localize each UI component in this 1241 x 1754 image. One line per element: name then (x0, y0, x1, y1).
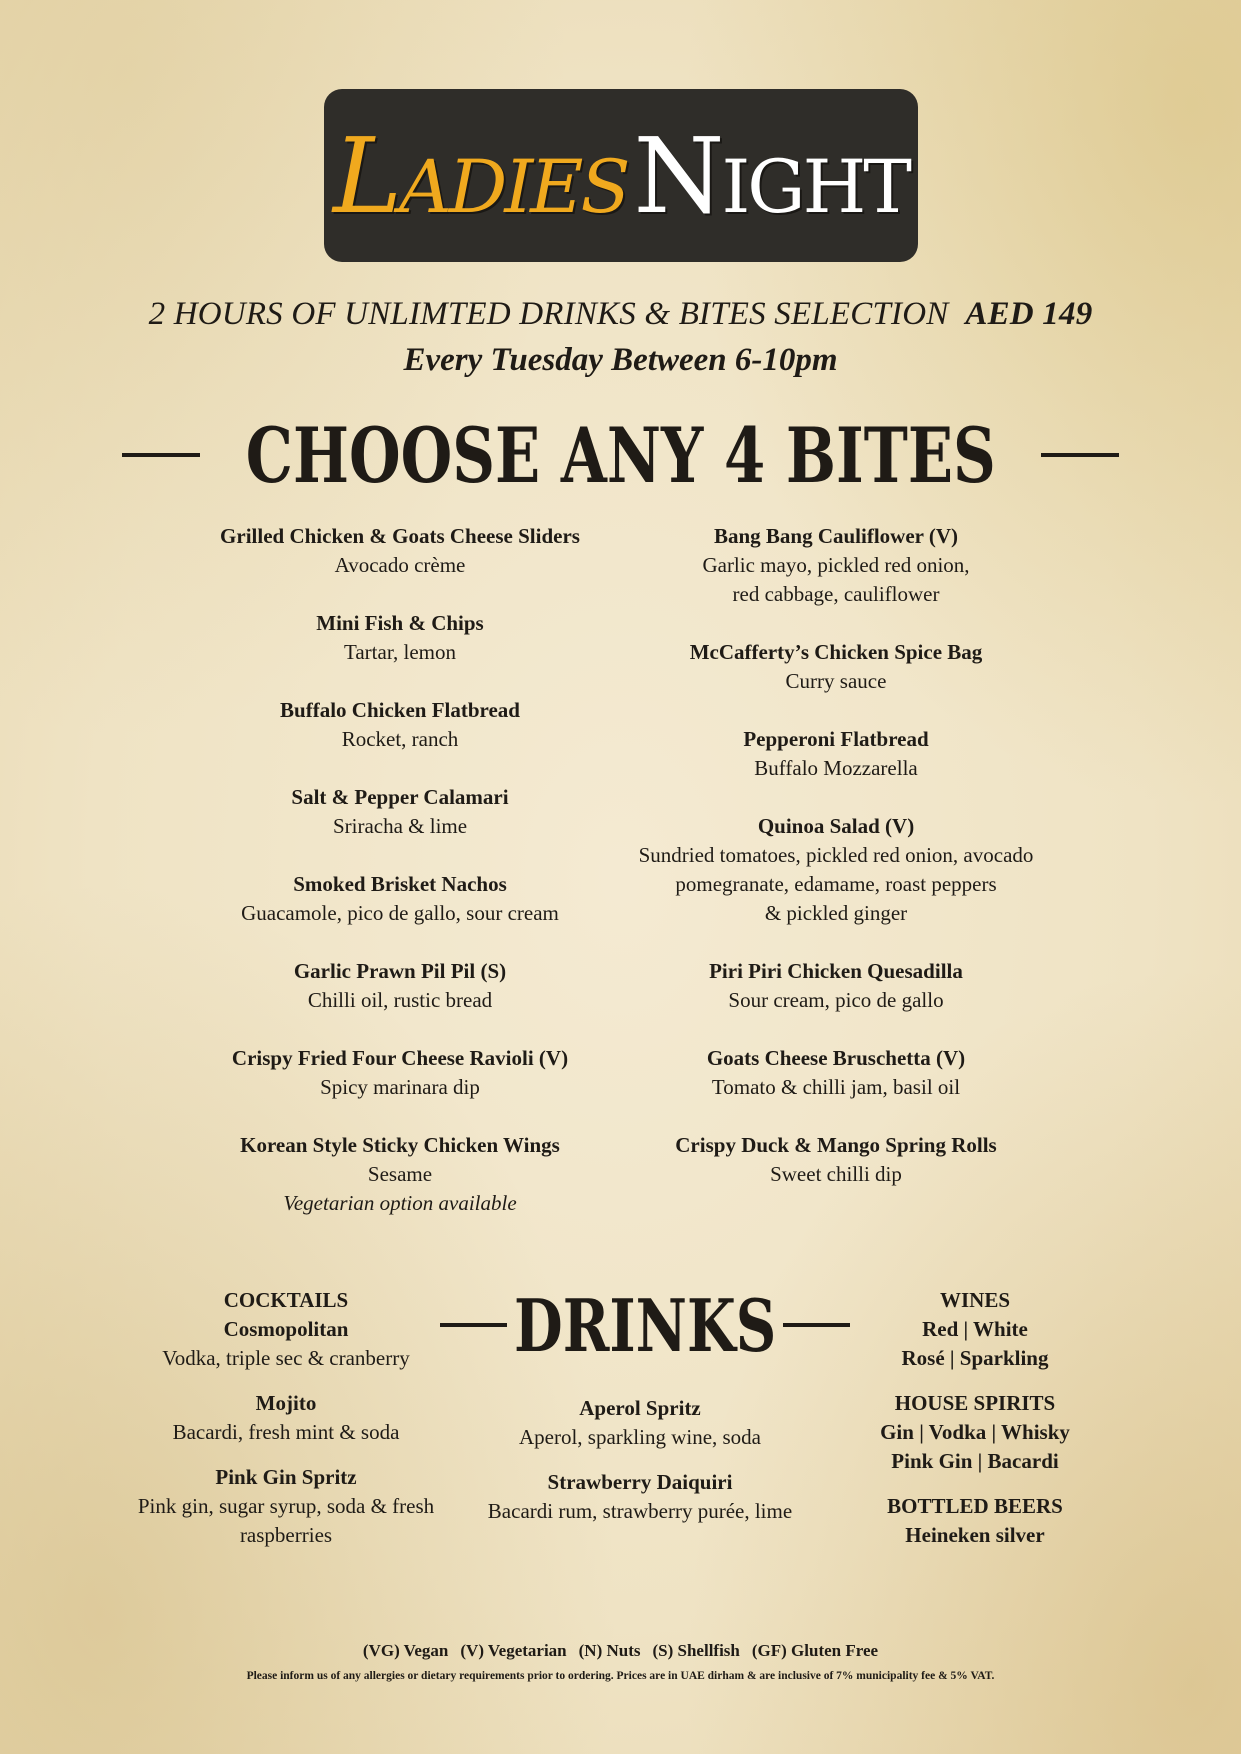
menu-item-name: Salt & Pepper Calamari (291, 785, 509, 809)
logo-word-night: Night (633, 114, 909, 237)
drink-name: Strawberry Daiquiri (547, 1470, 733, 1494)
title-rule-left (122, 453, 200, 457)
menu-item-name: Grilled Chicken & Goats Cheese Sliders (220, 524, 580, 548)
drinks-right-column (855, 1286, 1095, 1566)
menu-item-name: Smoked Brisket Nachos (293, 872, 507, 896)
menu-item (616, 957, 1056, 1015)
schedule-line: Every Tuesday Between 6-10pm (403, 342, 838, 378)
menu-item-desc: Garlic mayo, pickled red onion, (702, 553, 970, 577)
menu-item (616, 725, 1056, 783)
menu-item (180, 696, 620, 754)
drink-item (110, 1315, 462, 1373)
menu-item-name: Garlic Prawn Pil Pil (S) (293, 959, 507, 983)
legend-item: (V) Vegetarian (460, 1641, 567, 1660)
drink-item (110, 1463, 462, 1550)
menu-item-desc: Sesame (367, 1162, 433, 1186)
menu-item (180, 870, 620, 928)
bites-title-text: CHOOSE ANY 4 BITES (245, 410, 996, 500)
menu-item-desc: Sundried tomatoes, pickled red onion, avocado (638, 843, 1034, 867)
cocktails-heading: COCKTAILS (223, 1288, 349, 1312)
menu-item-note: Vegetarian option available (283, 1191, 517, 1215)
menu-item-desc: & pickled ginger (764, 901, 908, 925)
drink-name: Aperol Spritz (579, 1396, 701, 1420)
menu-item-desc: Tartar, lemon (344, 640, 456, 664)
drink-group-heading: BOTTLED BEERS (887, 1494, 1063, 1518)
menu-item (616, 1044, 1056, 1102)
drink-desc: Bacardi rum, strawberry purée, lime (487, 1499, 793, 1523)
drinks-rule-right (783, 1323, 850, 1327)
bites-left-column (180, 522, 620, 1247)
drink-group-line: Heineken silver (905, 1523, 1045, 1547)
drink-group (855, 1389, 1095, 1476)
drink-desc: Vodka, triple sec & cranberry (162, 1346, 410, 1370)
menu-item-desc: Buffalo Mozzarella (754, 756, 918, 780)
dietary-legend (0, 1641, 1241, 1661)
drink-name: Cosmopolitan (223, 1317, 349, 1341)
menu-item (180, 609, 620, 667)
cocktails-column (110, 1286, 462, 1566)
menu-item-desc: Sour cream, pico de gallo (728, 988, 944, 1012)
drink-item (460, 1394, 820, 1452)
menu-item-desc: Tomato & chilli jam, basil oil (711, 1075, 961, 1099)
menu-item (616, 812, 1056, 928)
drink-group-line: Red | White (922, 1317, 1028, 1341)
drinks-title (440, 1282, 850, 1368)
menu-item-name: Crispy Duck & Mango Spring Rolls (675, 1133, 997, 1157)
menu-item-desc: pomegranate, edamame, roast peppers (675, 872, 997, 896)
bites-right-column (616, 522, 1056, 1218)
offer-price: AED 149 (965, 296, 1093, 332)
menu-item-desc: Rocket, ranch (341, 727, 459, 751)
menu-item-name: Bang Bang Cauliflower (V) (713, 524, 959, 548)
drink-item (460, 1468, 820, 1526)
menu-item-desc: Avocado crème (334, 553, 466, 577)
logo (324, 89, 918, 262)
menu-item-name: Crispy Fried Four Cheese Ravioli (V) (231, 1046, 569, 1070)
menu-item (180, 522, 620, 580)
drink-group-heading: HOUSE SPIRITS (894, 1391, 1056, 1415)
menu-item-name: Buffalo Chicken Flatbread (280, 698, 520, 722)
drink-desc: Pink gin, sugar syrup, soda & fresh (137, 1494, 435, 1518)
drink-desc: Aperol, sparkling wine, soda (518, 1425, 762, 1449)
menu-item-desc: red cabbage, cauliflower (732, 582, 940, 606)
drink-group (855, 1492, 1095, 1550)
drink-desc: Bacardi, fresh mint & soda (172, 1420, 400, 1444)
drink-group-line: Rosé | Sparkling (901, 1346, 1049, 1370)
title-rule-right (1041, 453, 1119, 457)
menu-item (616, 522, 1056, 609)
drink-group (855, 1286, 1095, 1373)
menu-item (180, 1044, 620, 1102)
logo-word-ladies: Ladies (333, 114, 628, 237)
menu-item-desc: Guacamole, pico de gallo, sour cream (241, 901, 559, 925)
menu-item-desc: Sriracha & lime (332, 814, 468, 838)
menu-item (180, 1131, 620, 1218)
legend-item: (GF) Gluten Free (751, 1641, 879, 1660)
menu-item-name: Korean Style Sticky Chicken Wings (240, 1133, 560, 1157)
drink-desc: raspberries (239, 1523, 333, 1547)
drink-item (110, 1389, 462, 1447)
drink-group-line: Pink Gin | Bacardi (891, 1449, 1059, 1473)
menu-item (616, 1131, 1056, 1189)
legend-item: (S) Shellfish (652, 1641, 740, 1660)
menu-item-desc: Sweet chilli dip (770, 1162, 902, 1186)
drink-group-heading: WINES (939, 1288, 1011, 1312)
menu-item-name: McCafferty’s Chicken Spice Bag (689, 640, 983, 664)
menu-item (180, 783, 620, 841)
offer-line (0, 296, 1241, 333)
drink-group-line: Gin | Vodka | Whisky (880, 1420, 1070, 1444)
offer-text: 2 HOURS OF UNLIMTED DRINKS & BITES SELECTION (148, 296, 949, 332)
legend-item: (VG) Vegan (362, 1641, 449, 1660)
drink-name: Mojito (255, 1391, 317, 1415)
disclaimer: Please inform us of any allergies or dietary requirements prior to ordering. Prices are in UAE dirham & are inclusive of 7% municipality fee & 5% VAT. (246, 1670, 995, 1682)
menu-item-name: Quinoa Salad (V) (757, 814, 915, 838)
menu-item-desc: Curry sauce (785, 669, 887, 693)
menu-item (180, 957, 620, 1015)
bites-title (0, 410, 1241, 500)
drink-name: Pink Gin Spritz (215, 1465, 357, 1489)
menu-item (616, 638, 1056, 696)
menu-item-name: Piri Piri Chicken Quesadilla (709, 959, 963, 983)
menu-item-desc: Spicy marinara dip (320, 1075, 480, 1099)
menu-item-name: Pepperoni Flatbread (743, 727, 929, 751)
cocktails-middle-column (460, 1394, 820, 1542)
menu-item-name: Mini Fish & Chips (316, 611, 484, 635)
drinks-title-text: DRINKS (513, 1282, 777, 1368)
menu-item-name: Goats Cheese Bruschetta (V) (706, 1046, 966, 1070)
legend-item: (N) Nuts (578, 1641, 641, 1660)
menu-item-desc: Chilli oil, rustic bread (307, 988, 493, 1012)
